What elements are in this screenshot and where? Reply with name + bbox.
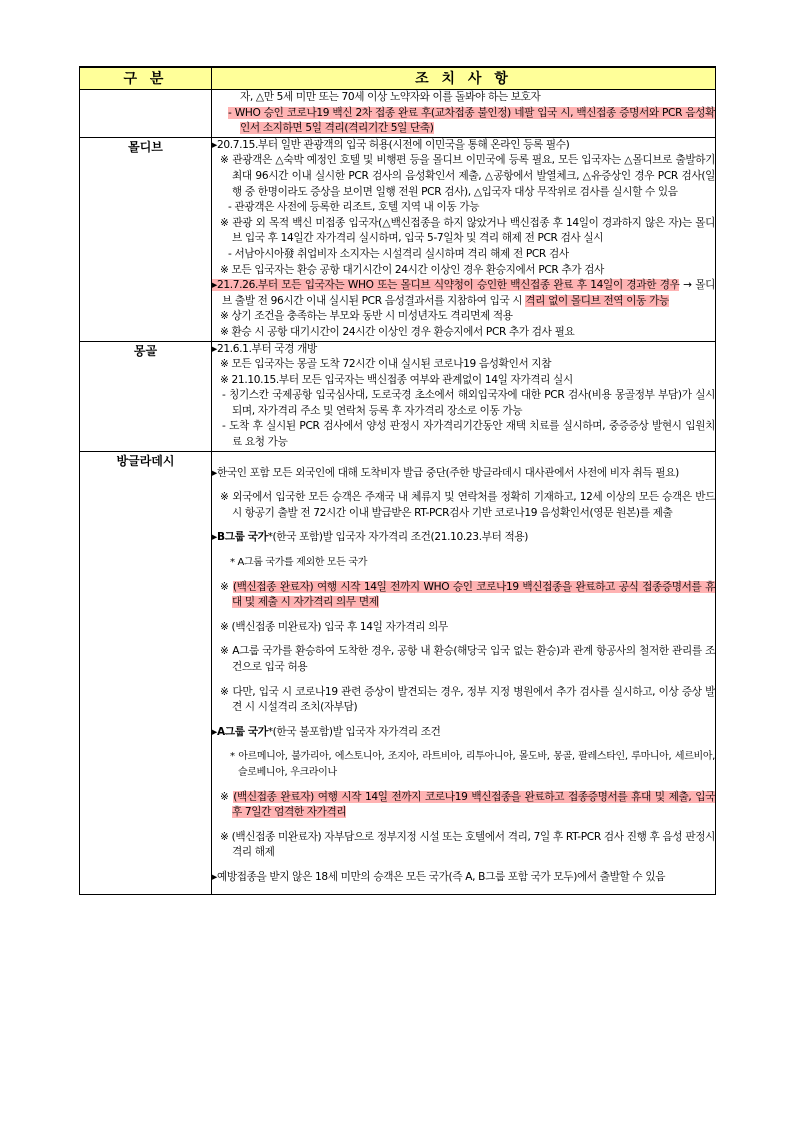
list-item: ※ 관광 외 목적 백신 미접종 입국자(△백신접종을 하지 않았거나 백신접종 후 14일이 경과하지 않은 자)는 몰디브 입국 후 14일간 자가격리 실시하며, 입국 5-7일차 및 격리 해제 전 PCR 검사 실시 <box>220 216 715 245</box>
country-maldives: 몰디브 <box>80 137 212 341</box>
list-item-heading: ▸B그룹 국가*(한국 포함)발 입국자 자가격리 조건(21.10.23.부터 적용) <box>212 531 529 544</box>
list-item: ※ 관광객은 △숙박 예정인 호텔 및 비행편 등을 몰디브 이민국에 등록 필요, 모든 입국자는 △몰디브로 출발하기 최대 96시간 이내 실시한 PCR 검사의 음성확인서 제출, △공항에서 발열체크, △유증상인 경우 PCR 검사(일행 중 한명이라도 증상을 보이면 일행 전원 PCR 검사), △입국자 대상 무작위로 검사를 실시할 수 있음 <box>220 154 715 198</box>
list-item: ※ A그룹 국가를 환승하여 도착한 경우, 공항 내 환승(해당국 입국 없는 환승)과 관계 항공사의 철저한 관리를 조건으로 입국 허용 <box>220 645 715 673</box>
header-category: 구 분 <box>80 67 212 90</box>
footnote: * 아르메니아, 불가리아, 에스토니아, 조지아, 라트비아, 리투아니아, 몰도바, 몽골, 팔레스타인, 루마니아, 세르비아, 슬로베니아, 우크라이나 <box>230 751 715 778</box>
country-mongolia: 몽골 <box>80 341 212 451</box>
list-item: ▸20.7.15.부터 일반 관광객의 입국 허용(시전에 이민국을 통해 온라인 등록 필수) <box>212 138 570 151</box>
list-item-highlight: ▸21.7.26.부터 모든 입국자는 WHO 또는 몰디브 식약청이 승인한 백신접종 완료 후 14일이 경과한 경우 → 몰디브 출발 전 96시간 이내 실시된 PCR 음성결과서를 지참하여 입국 시 격리 없이 몰디브 전역 이동 가능 <box>212 279 715 307</box>
footnote: * A그룹 국가를 제외한 모든 국가 <box>230 557 368 569</box>
list-item: ▸21.6.1.부터 국경 개방 <box>212 342 317 355</box>
list-item: - 칭기스칸 국제공항 입국심사대, 도로국경 초소에서 해외입국자에 대한 PCR 검사(비용 몽골정부 부담)가 실시되며, 자가격리 주소 및 연락처 등록 후 자가격리 장소로 이동 가능 <box>222 389 715 417</box>
list-item: ※ (백신접종 미완료자) 자부담으로 정부지정 시설 또는 호텔에서 격리, 7일 후 RT-PCR 검사 진행 후 음성 판정시 격리 해제 <box>220 830 715 859</box>
bangladesh-measures <box>212 451 716 894</box>
list-item: ▸한국인 포함 모든 외국인에 대해 도착비자 발급 중단(주한 방글라데시 대사관에서 사전에 비자 취득 필요) <box>212 466 679 479</box>
list-item-highlight: ※ (백신접종 완료자) 여행 시작 14일 전까지 WHO 승인 코로나19 백신접종을 완료하고 공식 접종증명서를 휴대 및 제출 시 자가격리 의무 면제 <box>220 580 715 609</box>
list-item-highlight: ※ (백신접종 완료자) 여행 시작 14일 전까지 코로나19 백신접종을 완료하고 접종증명서를 휴대 및 제출, 입국 후 7일간 엄격한 자가격리 <box>220 790 715 819</box>
continued-line-highlight: - WHO 승인 코로나19 백신 2차 접종 완료 후(교차접종 불인정) 네팔 입국 시, 백신접종 증명서와 PCR 음성확인서 소지하면 5일 격리(격리기간 5일 단축) <box>228 106 715 135</box>
list-item: ▸예방접종을 받지 않은 18세 미만의 승객은 모든 국가(즉 A, B그룹 포함 국가 모두)에서 출발할 수 있음 <box>212 870 666 883</box>
list-item: - 서남아시아發 취업비자 소지자는 시설격리 실시하며 격리 해제 전 PCR 검사 <box>228 247 569 260</box>
list-item: ※ 모든 입국자는 환승 공항 대기시간이 24시간 이상인 경우 환승지에서 PCR 추가 검사 <box>220 263 605 276</box>
maldives-measures <box>212 137 716 341</box>
header-row <box>80 67 716 90</box>
row-mongolia <box>80 341 716 451</box>
header-measures: 조 치 사 항 <box>212 67 716 90</box>
row-bangladesh <box>80 451 716 894</box>
list-item: ※ 외국에서 입국한 모든 승객은 주재국 내 체류지 및 연락처를 정확히 기재하고, 12세 이상의 모든 승객은 반드시 항공기 출발 전 72시간 이내 발급받은 RT-PCR검사 기반 코로나19 음성확인서(영문 원본)를 제출 <box>220 491 715 519</box>
continued-line: 자, △만 5세 미만 또는 70세 이상 노약자와 이를 돌봐야 하는 보호자 <box>240 91 541 103</box>
measures-table <box>79 66 716 895</box>
list-item: ※ (백신접종 미완료자) 입국 후 14일 자가격리 의무 <box>220 620 448 633</box>
list-item: ※ 21.10.15.부터 모든 입국자는 백신접종 여부와 관계없이 14일 자가격리 실시 <box>220 373 573 386</box>
country-bangladesh: 방글라데시 <box>80 451 212 894</box>
row-continued <box>80 90 716 138</box>
list-item: ※ 다만, 입국 시 코로나19 관련 증상이 발견되는 경우, 정부 지정 병원에서 추가 검사를 실시하고, 이상 증상 발견 시 시설격리 조치(자부담) <box>220 685 715 714</box>
row-maldives <box>80 137 716 341</box>
continued-cell <box>212 90 716 138</box>
list-item: ※ 모든 입국자는 몽골 도착 72시간 이내 실시된 코로나19 음성확인서 지참 <box>220 358 552 371</box>
list-item: - 관광객은 사전에 등록한 리조트, 호텔 지역 내 이동 가능 <box>228 201 480 214</box>
list-item: - 도착 후 실시된 PCR 검사에서 양성 판정시 자가격리기간동안 재택 치료를 실시하며, 중증증상 발현시 입원치료 요청 가능 <box>222 420 715 449</box>
mongolia-measures <box>212 341 716 451</box>
list-item: ※ 환승 시 공항 대기시간이 24시간 이상인 경우 환승지에서 PCR 추가 검사 필요 <box>220 325 575 338</box>
list-item: ※ 상기 조건을 충족하는 부모와 동반 시 미성년자도 격리면제 적용 <box>220 310 513 323</box>
list-item-heading: ▸A그룹 국가*(한국 불포함)발 입국자 자가격리 조건 <box>212 725 441 738</box>
country-cell-empty <box>80 90 212 138</box>
